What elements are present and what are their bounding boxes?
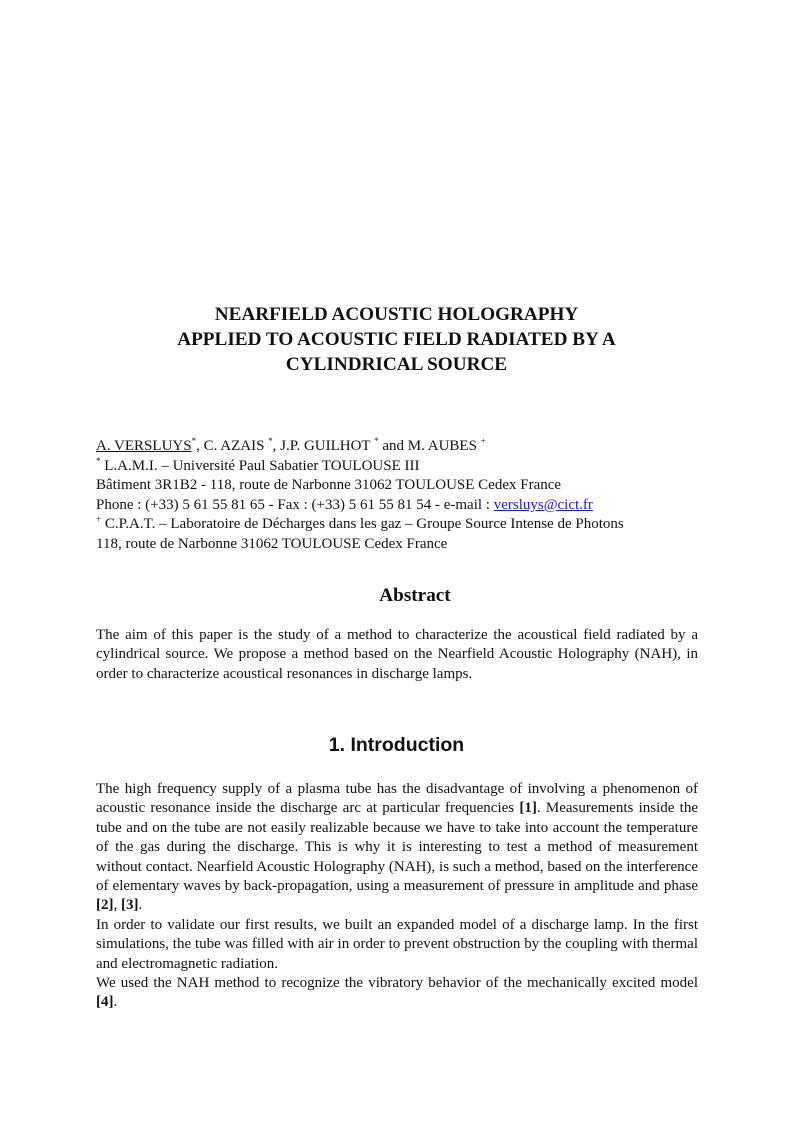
paragraph-text: We used the NAH method to recognize the vibratory behavior of the mechanically excited model <box>96 975 698 992</box>
title-line-1: NEARFIELD ACOUSTIC HOLOGRAPHY <box>214 304 579 325</box>
author-versluys: A. VERSLUYS <box>96 438 192 454</box>
introduction-paragraph-3 <box>96 974 698 1013</box>
author-block <box>96 437 736 555</box>
author-guilhot: , J.P. GUILHOT <box>272 438 375 454</box>
paper-title <box>96 302 697 377</box>
author-mark: * <box>374 436 379 446</box>
affiliation-lami-name: L.A.M.I. – Université Paul Sabatier TOULOUSE III <box>100 457 420 474</box>
affiliation-mark: + <box>96 514 102 525</box>
introduction-paragraph-1 <box>96 780 698 916</box>
email-link[interactable]: versluys@cict.fr <box>493 496 593 513</box>
affiliation-lami-address: Bâtiment 3R1B2 - 118, route de Narbonne 31062 TOULOUSE Cedex France <box>96 477 562 494</box>
title-line-3: CYLINDRICAL SOURCE <box>285 354 508 375</box>
paragraph-text: . <box>113 994 118 1011</box>
contact-phone-fax: Phone : (+33) 5 61 55 81 65 - Fax : (+33) 5 61 55 81 54 - e-mail : <box>96 496 494 513</box>
paragraph-text: , <box>113 897 121 914</box>
affiliation-cpat-name: C.P.A.T. – Laboratoire de Décharges dans les gaz – Groupe Source Intense de Photons <box>101 516 624 533</box>
author-mark: * <box>268 436 273 446</box>
introduction-body <box>96 780 698 1013</box>
affiliation-cpat-address: 118, route de Narbonne 31062 TOULOUSE Cedex France <box>96 535 448 552</box>
affiliation-contact <box>96 496 736 516</box>
paragraph-text: . Measurements inside the tube and on the tube are not easily realizable because we have to take into account the temperature of the gas during the discharge. This is why it is interesting to test a method of measurement without contact. Nearfield Acoustic Holography (NAH), is such a method, based on the interference of elementary waves by back-propagation, using a measurement of pressure in amplitude and phase <box>96 800 698 895</box>
author-mark: + <box>480 436 486 446</box>
citation-3: [3] <box>121 897 139 914</box>
paragraph-text: The high frequency supply of a plasma tube has the disadvantage of involving a phenomenon of acoustic resonance inside the discharge arc at particular frequencies <box>96 781 698 817</box>
author-aubes: and M. AUBES <box>378 438 481 454</box>
paragraph-text: . <box>138 897 143 914</box>
author-list <box>96 437 736 457</box>
citation-4: [4] <box>96 994 114 1011</box>
introduction-paragraph-2: In order to validate our first results, we built an expanded model of a discharge lamp. In the first simulations, the tube was filled with air in order to prevent obstruction by the coupling with thermal and electromagnetic radiation. <box>96 916 698 972</box>
introduction-heading: 1. Introduction <box>328 734 465 756</box>
citation-2: [2] <box>96 897 114 914</box>
affiliation-mark: * <box>96 455 101 466</box>
abstract-heading: Abstract <box>379 585 451 606</box>
author-mark: * <box>191 436 197 446</box>
affiliation-lami <box>96 457 736 477</box>
affiliation-cpat <box>96 515 736 535</box>
abstract-text: The aim of this paper is the study of a method to characterize the acoustical field radiated by a cylindrical source. We propose a method based on the Nearfield Acoustic Holography (NAH), in order to characterize acoustical resonances in discharge lamps. <box>96 627 698 682</box>
author-azais: , C. AZAIS <box>196 438 269 454</box>
title-line-2: APPLIED TO ACOUSTIC FIELD RADIATED BY A <box>177 329 616 350</box>
citation-1: [1] <box>519 800 537 817</box>
